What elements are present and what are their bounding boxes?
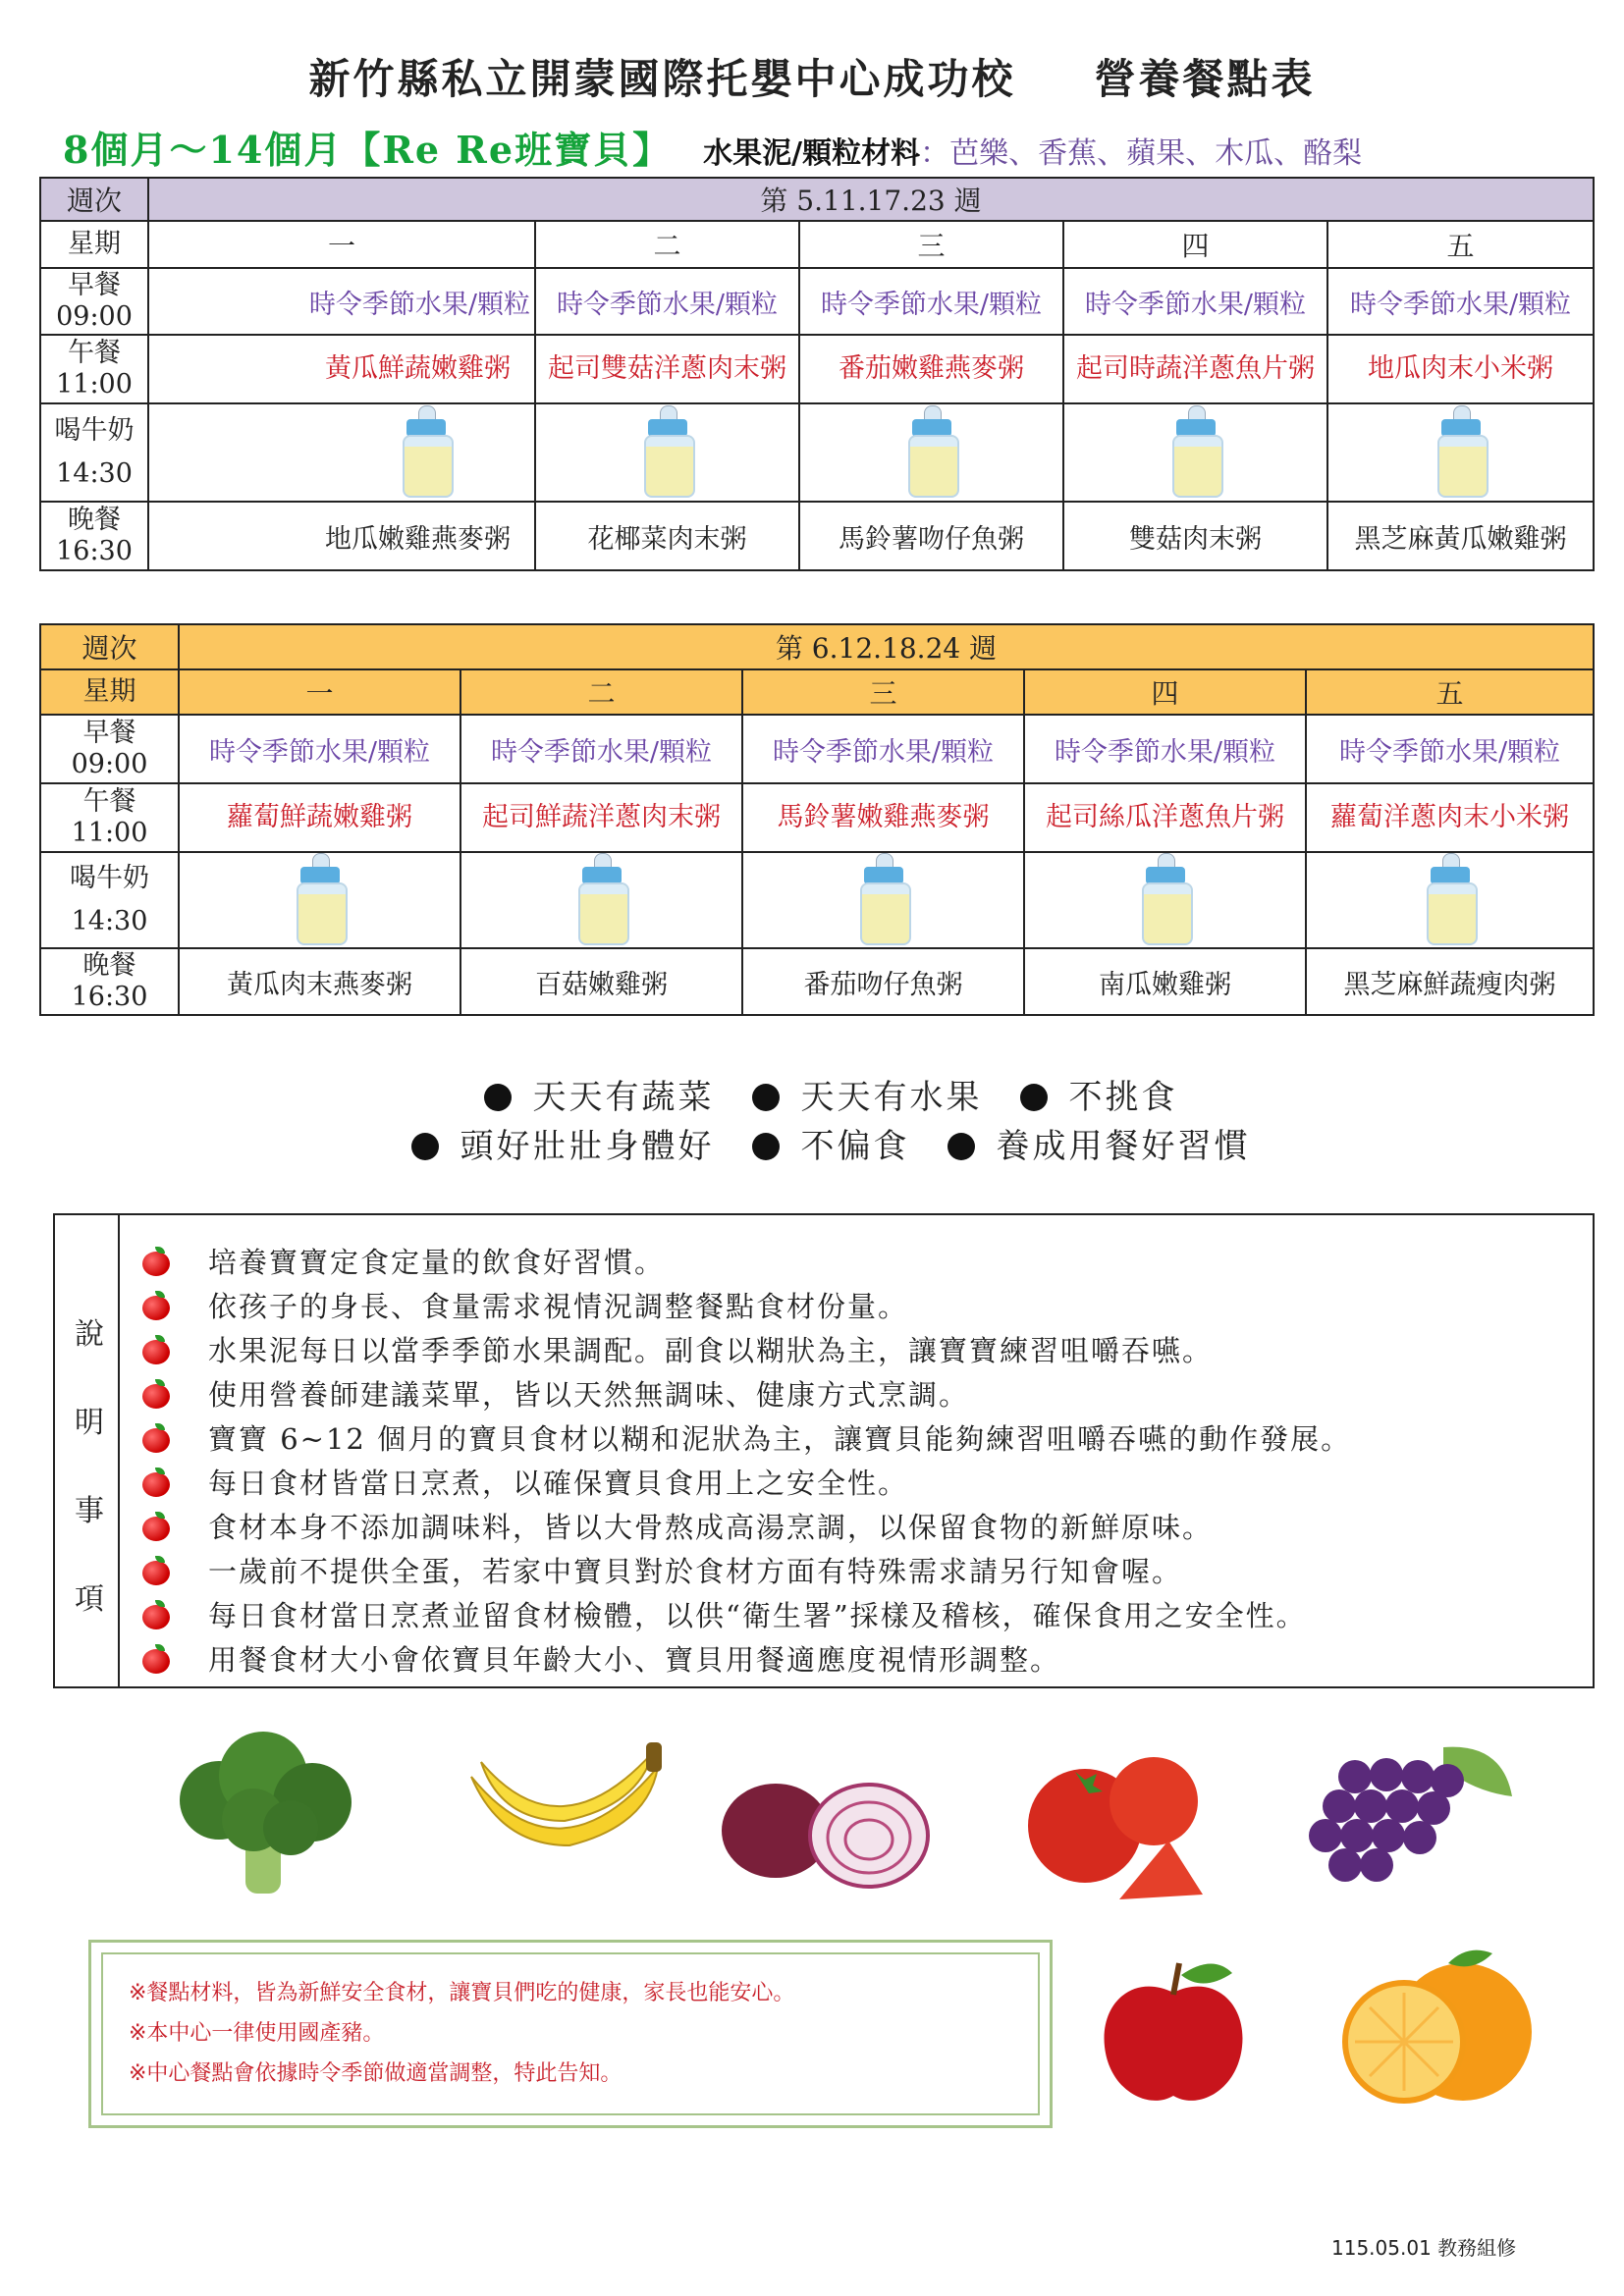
meal-item: 時令季節水果/顆粒 <box>799 268 1063 335</box>
slogan: 頭好壯壯身體好 <box>460 1127 715 1166</box>
milk-bottle-icon <box>854 853 913 943</box>
orange-icon <box>1330 1939 1537 2110</box>
tomato-icon <box>1021 1742 1208 1899</box>
school-name: 新竹縣私立開蒙國際托嬰中心成功校 <box>308 55 1016 103</box>
side-char: 項 <box>75 1582 104 1617</box>
notes-side-label <box>55 1215 120 1686</box>
meal-item: 時令季節水果/顆粒 <box>148 268 535 335</box>
meal-item: 番茄嫩雞燕麥粥 <box>799 335 1063 403</box>
weekday: 三 <box>742 669 1024 715</box>
list-item: 水果泥每日以當季季節水果調配。副食以糊狀為主，讓寶寶練習咀嚼吞嚥。 <box>126 1327 1351 1371</box>
grapes-icon <box>1296 1737 1522 1895</box>
meal-item: 蘿蔔鮮蔬嫩雞粥 <box>179 783 460 852</box>
banana-icon <box>461 1737 668 1885</box>
notice-line: ※本中心一律使用國產豬。 <box>129 2021 385 2046</box>
meal-item: 雙菇肉末粥 <box>1063 502 1327 570</box>
milk-bottle-icon <box>638 405 697 496</box>
meal-item: 時令季節水果/顆粒 <box>1306 715 1594 783</box>
meal-item: 時令季節水果/顆粒 <box>179 715 460 783</box>
apple-icon <box>141 1556 171 1585</box>
milk-bottle-icon <box>1166 405 1225 496</box>
meal-item: 南瓜嫩雞粥 <box>1024 948 1306 1015</box>
meal-item: 時令季節水果/顆粒 <box>742 715 1024 783</box>
apple-icon <box>141 1644 171 1674</box>
milk-cell <box>799 403 1063 502</box>
apple-icon <box>141 1468 171 1497</box>
milk-cell <box>742 852 1024 948</box>
bullet-icon <box>752 1084 780 1111</box>
weekday: 五 <box>1306 669 1594 715</box>
meal-label: 喝牛奶 14:30 <box>40 852 179 948</box>
slogan: 天天有水果 <box>800 1078 983 1117</box>
page-title <box>0 47 1624 106</box>
list-item: 使用營養師建議菜單，皆以天然無調味、健康方式烹調。 <box>126 1371 1351 1415</box>
notice-line: ※餐點材料，皆為新鮮安全食材，讓寶貝們吃的健康，家長也能安心。 <box>129 1981 795 2005</box>
table-row <box>40 268 1594 335</box>
apple-icon <box>141 1335 171 1364</box>
apple-fruit-icon <box>1095 1953 1252 2110</box>
apple-icon <box>141 1423 171 1453</box>
weekday: 二 <box>535 221 799 268</box>
milk-bottle-icon <box>1432 405 1490 496</box>
meal-item: 黃瓜肉末燕麥粥 <box>179 948 460 1015</box>
meal-item: 馬鈴薯吻仔魚粥 <box>799 502 1063 570</box>
meal-item: 起司雙菇洋蔥肉末粥 <box>535 335 799 403</box>
meal-item: 百菇嫩雞粥 <box>460 948 742 1015</box>
meal-item: 時令季節水果/顆粒 <box>1327 268 1594 335</box>
milk-cell <box>460 852 742 948</box>
slogan-row-1 <box>0 1070 1624 1118</box>
bullet-icon <box>1020 1084 1048 1111</box>
onion-icon <box>717 1767 933 1895</box>
meal-item: 時令季節水果/顆粒 <box>535 268 799 335</box>
material-items: ：芭樂、香蕉、蘋果、木瓜、酪梨 <box>920 136 1363 171</box>
list-item: 寶寶 6~12 個月的寶貝食材以糊和泥狀為主，讓寶貝能夠練習咀嚼吞嚥的動作發展。 <box>126 1415 1351 1460</box>
weekday: 一 <box>179 669 460 715</box>
weekday: 三 <box>799 221 1063 268</box>
weekday: 四 <box>1063 221 1327 268</box>
meal-item: 黃瓜鮮蔬嫩雞粥 <box>148 335 535 403</box>
slogan: 不挑食 <box>1068 1078 1178 1117</box>
slogan: 養成用餐好習慣 <box>996 1127 1251 1166</box>
age-group: 8個月～14個月【Re Re班寶貝】 <box>63 128 673 172</box>
milk-cell <box>179 852 460 948</box>
week-value: 第 6.12.18.24 週 <box>179 624 1594 669</box>
meal-label: 早餐 09:00 <box>40 715 179 783</box>
footer-note: 115.05.01 教務組修 <box>1331 2236 1517 2260</box>
milk-bottle-icon <box>1421 853 1480 943</box>
meal-item: 馬鈴薯嫩雞燕麥粥 <box>742 783 1024 852</box>
meal-item: 黑芝麻鮮蔬瘦肉粥 <box>1306 948 1594 1015</box>
table-row <box>40 783 1594 852</box>
milk-cell <box>535 403 799 502</box>
week-label: 週次 <box>40 624 179 669</box>
milk-cell <box>1063 403 1327 502</box>
slogan: 不偏食 <box>800 1127 910 1166</box>
week-value: 第 5.11.17.23 週 <box>148 178 1594 221</box>
side-char: 事 <box>75 1494 104 1528</box>
weekday: 四 <box>1024 669 1306 715</box>
meal-item: 番茄吻仔魚粥 <box>742 948 1024 1015</box>
weekday-label: 星期 <box>40 669 179 715</box>
bullet-icon <box>947 1133 975 1160</box>
weekday: 五 <box>1327 221 1594 268</box>
table-row <box>40 852 1594 948</box>
meal-item: 蘿蔔洋蔥肉末小米粥 <box>1306 783 1594 852</box>
milk-bottle-icon <box>291 853 350 943</box>
meal-label: 晚餐 16:30 <box>40 502 148 570</box>
meal-item: 起司絲瓜洋蔥魚片粥 <box>1024 783 1306 852</box>
weekday: 一 <box>148 221 535 268</box>
meal-item: 時令季節水果/顆粒 <box>1024 715 1306 783</box>
notice-box <box>88 1940 1053 2128</box>
milk-bottle-icon <box>1136 853 1195 943</box>
milk-bottle-icon <box>397 405 456 496</box>
milk-cell <box>148 403 535 502</box>
meal-item: 起司時蔬洋蔥魚片粥 <box>1063 335 1327 403</box>
table-row <box>40 502 1594 570</box>
meal-item: 地瓜肉末小米粥 <box>1327 335 1594 403</box>
meal-item: 地瓜嫩雞燕麥粥 <box>148 502 535 570</box>
meal-item: 時令季節水果/顆粒 <box>460 715 742 783</box>
slogan-row-2 <box>0 1119 1624 1167</box>
bullet-icon <box>752 1133 780 1160</box>
list-item: 每日食材當日烹煮並留食材檢體，以供“衛生署”採樣及稽核，確保食用之安全性。 <box>126 1592 1351 1636</box>
list-item: 培養寶寶定食定量的飲食好習慣。 <box>126 1239 1351 1283</box>
week-label: 週次 <box>40 178 148 221</box>
apple-icon <box>141 1512 171 1541</box>
milk-bottle-icon <box>902 405 961 496</box>
table-row <box>40 403 1594 502</box>
apple-icon <box>141 1247 171 1276</box>
list-item: 依孩子的身長、食量需求視情況調整餐點食材份量。 <box>126 1283 1351 1327</box>
meal-label: 喝牛奶 14:30 <box>40 403 148 502</box>
notes-box <box>53 1213 1595 1688</box>
table-row <box>40 948 1594 1015</box>
menu-table-2 <box>39 623 1595 1016</box>
meal-item: 起司鮮蔬洋蔥肉末粥 <box>460 783 742 852</box>
apple-icon <box>141 1600 171 1629</box>
bullet-icon <box>484 1084 512 1111</box>
milk-bottle-icon <box>572 853 631 943</box>
notes-list <box>126 1239 1351 1681</box>
material-label: 水果泥/顆粒材料 <box>703 136 921 171</box>
side-char: 說 <box>75 1317 104 1352</box>
meal-label: 午餐 11:00 <box>40 783 179 852</box>
slogan: 天天有蔬菜 <box>532 1078 715 1117</box>
milk-cell <box>1024 852 1306 948</box>
milk-cell <box>1306 852 1594 948</box>
apple-icon <box>141 1291 171 1320</box>
broccoli-icon <box>165 1722 361 1898</box>
meal-item: 花椰菜肉末粥 <box>535 502 799 570</box>
menu-title: 營養餐點表 <box>1094 55 1316 103</box>
meal-label: 早餐 09:00 <box>40 268 148 335</box>
list-item: 每日食材皆當日烹煮，以確保寶貝食用上之安全性。 <box>126 1460 1351 1504</box>
list-item: 用餐食材大小會依寶貝年齡大小、寶貝用餐適應度視情形調整。 <box>126 1636 1351 1681</box>
bullet-icon <box>411 1133 439 1160</box>
list-item: 食材本身不添加調味料，皆以大骨熬成高湯烹調，以保留食物的新鮮原味。 <box>126 1504 1351 1548</box>
meal-item: 黑芝麻黃瓜嫩雞粥 <box>1327 502 1594 570</box>
milk-cell <box>1327 403 1594 502</box>
meal-item: 時令季節水果/顆粒 <box>1063 268 1327 335</box>
side-char: 明 <box>75 1406 104 1440</box>
list-item: 一歲前不提供全蛋，若家中寶貝對於食材方面有特殊需求請另行知會喔。 <box>126 1548 1351 1592</box>
meal-label: 晚餐 16:30 <box>40 948 179 1015</box>
table-row <box>40 335 1594 403</box>
table-row <box>40 715 1594 783</box>
weekday: 二 <box>460 669 742 715</box>
meal-label: 午餐 11:00 <box>40 335 148 403</box>
weekday-label: 星期 <box>40 221 148 268</box>
menu-table-1 <box>39 177 1595 571</box>
notice-line: ※中心餐點會依據時令季節做適當調整，特此告知。 <box>129 2061 623 2086</box>
apple-icon <box>141 1379 171 1409</box>
subtitle <box>63 120 1362 174</box>
